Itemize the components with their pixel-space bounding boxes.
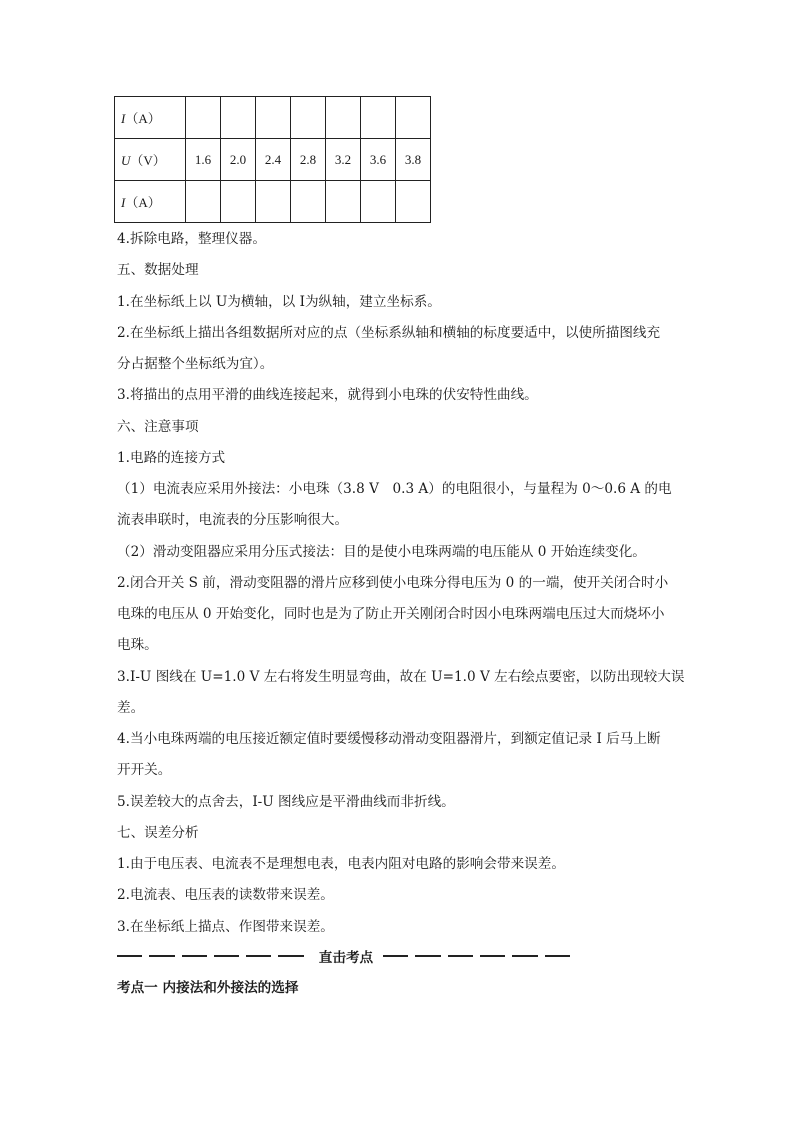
table-cell <box>291 97 326 139</box>
row-variable: U <box>121 153 131 168</box>
table-cell: 3.6 <box>361 139 396 181</box>
section-5-item-2-line-1: 2.在坐标纸上描出各组数据所对应的点（坐标系纵轴和横轴的标度要适中，以使所描图线充 <box>117 325 661 341</box>
divider-dash <box>545 955 570 957</box>
table-row <box>115 139 431 181</box>
data-table <box>114 96 431 223</box>
table-cell: 2.4 <box>256 139 291 181</box>
section-6-item-1b: （2）滑动变阻器应采用分压式接法：目的是使小电珠两端的电压能从 0 开始连续变化。 <box>117 544 646 560</box>
row-header <box>115 97 186 139</box>
section-7-item-3: 3.在坐标纸上描点、作图带来误差。 <box>117 919 334 935</box>
table-cell <box>361 181 396 223</box>
table-cell <box>396 97 431 139</box>
table-cell <box>186 181 221 223</box>
table-cell <box>256 181 291 223</box>
step-4-text: 4.拆除电路，整理仪器。 <box>117 231 266 247</box>
table-cell: 2.8 <box>291 139 326 181</box>
divider-dash <box>182 955 207 957</box>
divider-dash <box>214 955 239 957</box>
table-cell <box>221 181 256 223</box>
table-cell <box>396 181 431 223</box>
row-header <box>115 139 186 181</box>
section-5-item-3: 3.将描出的点用平滑的曲线连接起来，就得到小电珠的伏安特性曲线。 <box>117 387 538 403</box>
divider-dash <box>415 955 440 957</box>
section-5-item-2-line-2: 分占据整个坐标纸为宜）。 <box>117 356 274 372</box>
divider-dash <box>512 955 537 957</box>
section-6-item-2-line-2: 电珠的电压从 0 开始变化，同时也是为了防止开关刚闭合时因小电珠两端电压过大而烧坏小 <box>117 606 665 622</box>
table-row <box>115 97 431 139</box>
row-header <box>115 181 186 223</box>
table-cell: 3.8 <box>396 139 431 181</box>
section-6-item-4-line-1: 4.当小电珠两端的电压接近额定值时要缓慢移动滑动变阻器滑片，到额定值记录 I 后马上断 <box>117 731 661 747</box>
section-6-item-4-line-2: 开开关。 <box>117 762 172 778</box>
table-cell <box>326 97 361 139</box>
section-6-item-1a-line-2: 流表串联时，电流表的分压影响很大。 <box>117 512 349 528</box>
table-cell <box>326 181 361 223</box>
row-unit: （V） <box>130 153 166 168</box>
section-6-title: 六、注意事项 <box>117 419 199 435</box>
section-6-item-1a-line-1: （1）电流表应采用外接法：小电珠（3.8 V 0.3 A）的电阻很小，与量程为 0～0.6 A 的电 <box>117 481 672 497</box>
divider-dash <box>383 955 408 957</box>
section-6-item-2-line-3: 电珠。 <box>117 637 158 653</box>
table-cell <box>361 97 396 139</box>
section-6-item-5: 5.误差较大的点舍去，I-U 图线应是平滑曲线而非折线。 <box>117 794 455 810</box>
section-divider <box>117 945 577 967</box>
table-cell <box>256 97 291 139</box>
row-unit: （A） <box>125 111 161 126</box>
table-row <box>115 181 431 223</box>
divider-dash <box>149 955 174 957</box>
section-6-item-2-line-1: 2.闭合开关 S 前，滑动变阻器的滑片应移到使小电珠分得电压为 0 的一端，使开关闭合时小 <box>117 575 669 591</box>
kaodian-1-heading: 考点一 内接法和外接法的选择 <box>117 980 299 996</box>
section-5-item-1: 1.在坐标纸上以 U为横轴，以 I为纵轴，建立坐标系。 <box>117 294 441 310</box>
section-7-item-2: 2.电流表、电压表的读数带来误差。 <box>117 887 334 903</box>
row-variable: I <box>121 111 126 126</box>
section-6-item-1: 1.电路的连接方式 <box>117 450 226 466</box>
section-7-title: 七、误差分析 <box>117 825 199 841</box>
section-6-item-3-line-1: 3.I-U 图线在 U=1.0 V 左右将发生明显弯曲，故在 U=1.0 V 左右绘点要密，以防出现较大误 <box>117 669 685 685</box>
divider-dash <box>448 955 473 957</box>
table-cell: 2.0 <box>221 139 256 181</box>
table-cell: 3.2 <box>326 139 361 181</box>
divider-dash <box>117 955 142 957</box>
data-table-body <box>115 97 431 223</box>
table-cell <box>291 181 326 223</box>
table-cell <box>221 97 256 139</box>
section-7-item-1: 1.由于电压表、电流表不是理想电表，电表内阻对电路的影响会带来误差。 <box>117 856 565 872</box>
divider-dash <box>480 955 505 957</box>
section-6-item-3-line-2: 差。 <box>117 700 145 716</box>
divider-dash <box>278 955 303 957</box>
divider-dash <box>246 955 271 957</box>
divider-label: 直击考点 <box>318 950 374 966</box>
table-cell <box>186 97 221 139</box>
table-cell: 1.6 <box>186 139 221 181</box>
row-variable: I <box>121 195 126 210</box>
section-5-title: 五、数据处理 <box>117 262 199 278</box>
row-unit: （A） <box>125 195 161 210</box>
